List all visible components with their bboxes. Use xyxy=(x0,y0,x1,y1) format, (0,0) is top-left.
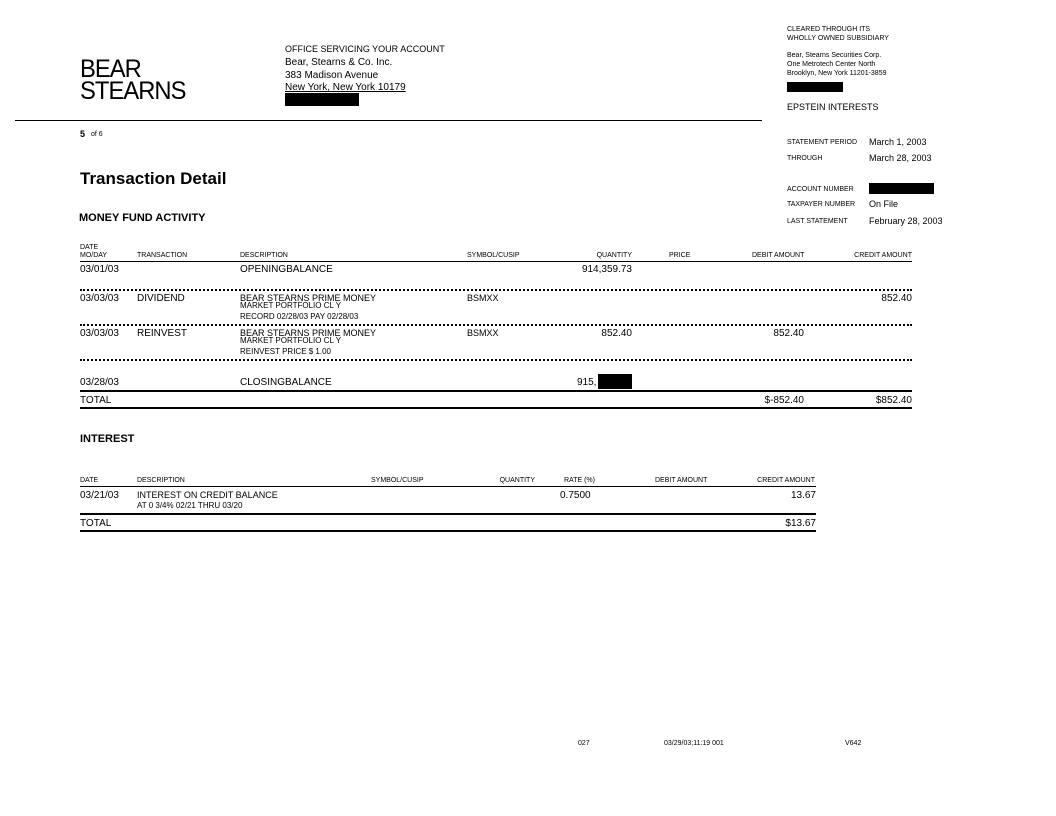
interest-row-description-1: INTEREST ON CREDIT BALANCE xyxy=(137,490,278,500)
office-street: 383 Madison Avenue xyxy=(285,70,379,81)
col-credit: CREDIT AMOUNT xyxy=(854,252,912,259)
row-date: 03/03/03 xyxy=(80,293,119,304)
total-rule-top xyxy=(80,390,912,392)
office-name: Bear, Stearns & Co. Inc. xyxy=(285,57,393,68)
footer-code-1: 027 xyxy=(578,740,590,747)
row-date: 03/03/03 xyxy=(80,328,119,339)
row-description-1: BEAR STEARNS PRIME MONEY xyxy=(240,328,377,338)
office-heading: OFFICE SERVICING YOUR ACCOUNT xyxy=(285,44,445,54)
col-date-top: DATE xyxy=(80,244,99,251)
row-description-1: BEAR STEARNS PRIME MONEY xyxy=(240,293,377,303)
interest-row-credit: 13.67 xyxy=(790,490,816,501)
taxpayer-label: TAXPAYER NUMBER xyxy=(787,201,856,208)
interest-total-rule-bottom xyxy=(80,530,816,532)
redacted-block xyxy=(787,82,843,92)
row-transaction: DIVIDEND xyxy=(137,293,185,304)
col-symbol: SYMBOL/CUSIP xyxy=(467,252,520,259)
footer-stamp: 03/29/03;11:19 001 xyxy=(664,740,724,747)
header-underline xyxy=(80,261,912,262)
row-description-3: RECORD 02/28/03 PAY 02/28/03 xyxy=(240,312,359,321)
page-number: 5 xyxy=(80,129,86,139)
interest-col-rate: RATE (%) xyxy=(564,477,595,484)
interest-total-rule-top xyxy=(80,513,816,515)
interest-heading: INTEREST xyxy=(80,433,135,445)
account-name: EPSTEIN INTERESTS xyxy=(787,102,879,112)
interest-col-date: DATE xyxy=(80,477,99,484)
clearing-city: Brooklyn, New York 11201-3859 xyxy=(787,70,887,77)
row-description-2: MARKET PORTFOLIO CL Y xyxy=(240,336,342,345)
row-quantity: 852.40 xyxy=(601,328,632,339)
col-date: MO/DAY xyxy=(80,252,108,259)
logo-line-2: STEARNS xyxy=(80,77,186,105)
clearing-line-1: CLEARED THROUGH ITS xyxy=(787,26,871,33)
closing-description: CLOSINGBALANCE xyxy=(240,377,332,388)
office-city: New York, New York 10179 xyxy=(285,82,406,93)
col-debit: DEBIT AMOUNT xyxy=(752,252,805,259)
row-description-3: REINVEST PRICE $ 1.00 xyxy=(240,347,331,356)
redacted-closing-quantity xyxy=(598,374,632,389)
page-title: Transaction Detail xyxy=(80,169,227,188)
interest-row-date: 03/21/03 xyxy=(80,490,119,501)
statement-period-label: STATEMENT PERIOD xyxy=(787,139,858,146)
interest-col-credit: CREDIT AMOUNT xyxy=(757,477,815,484)
col-description: DESCRIPTION xyxy=(240,252,288,259)
total-credit: $852.40 xyxy=(875,395,912,406)
last-statement-value: February 28, 2003 xyxy=(869,216,943,226)
last-statement-label: LAST STATEMENT xyxy=(787,218,848,225)
interest-col-debit: DEBIT AMOUNT xyxy=(655,477,708,484)
interest-total-credit: $13.67 xyxy=(785,518,816,529)
closing-quantity: 915, xyxy=(577,377,597,388)
account-number-label: ACCOUNT NUMBER xyxy=(787,186,854,193)
clearing-street: One Metrotech Center North xyxy=(787,61,876,68)
row-description-2: MARKET PORTFOLIO CL Y xyxy=(240,301,342,310)
logo-line-1: BEAR xyxy=(80,55,141,83)
row-symbol: BSMXX xyxy=(467,293,499,303)
header-rule xyxy=(15,120,762,121)
opening-description: OPENINGBALANCE xyxy=(240,264,333,275)
interest-col-description: DESCRIPTION xyxy=(137,477,185,484)
through-value: March 28, 2003 xyxy=(869,153,932,163)
row-separator xyxy=(80,359,912,361)
interest-row-rate: 0.7500 xyxy=(560,490,591,501)
statement-period-value: March 1, 2003 xyxy=(869,137,927,147)
money-fund-heading: MONEY FUND ACTIVITY xyxy=(79,212,206,224)
total-label: TOTAL xyxy=(80,395,112,406)
closing-date: 03/28/03 xyxy=(80,377,119,388)
total-rule-bottom xyxy=(80,407,912,409)
interest-header-underline xyxy=(80,486,816,487)
opening-quantity: 914,359.73 xyxy=(581,264,632,275)
taxpayer-value: On File xyxy=(869,199,899,209)
col-price: PRICE xyxy=(669,252,691,259)
col-quantity: QUANTITY xyxy=(596,252,632,259)
row-separator xyxy=(80,289,912,291)
col-transaction: TRANSACTION xyxy=(137,252,188,259)
row-symbol: BSMXX xyxy=(467,328,499,338)
row-debit: 852.40 xyxy=(773,328,804,339)
interest-col-quantity: QUANTITY xyxy=(499,477,535,484)
page-of: of 6 xyxy=(91,131,103,138)
redacted-account-number xyxy=(869,183,934,194)
row-separator xyxy=(80,324,912,326)
interest-row-description-2: AT 0 3/4% 02/21 THRU 03/20 xyxy=(137,501,243,510)
interest-col-symbol: SYMBOL/CUSIP xyxy=(371,477,424,484)
interest-total-label: TOTAL xyxy=(80,518,112,529)
footer-code-2: V642 xyxy=(845,740,862,747)
total-debit: $-852.40 xyxy=(764,395,804,406)
clearing-line-2: WHOLLY OWNED SUBSIDIARY xyxy=(787,35,889,42)
row-credit: 852.40 xyxy=(881,293,912,304)
clearing-name: Bear, Stearns Securities Corp. xyxy=(787,52,882,59)
row-transaction: REINVEST xyxy=(137,328,188,339)
through-label: THROUGH xyxy=(787,155,823,162)
opening-date: 03/01/03 xyxy=(80,264,119,275)
bear-stearns-logo xyxy=(80,55,186,105)
redacted-block xyxy=(285,93,359,106)
